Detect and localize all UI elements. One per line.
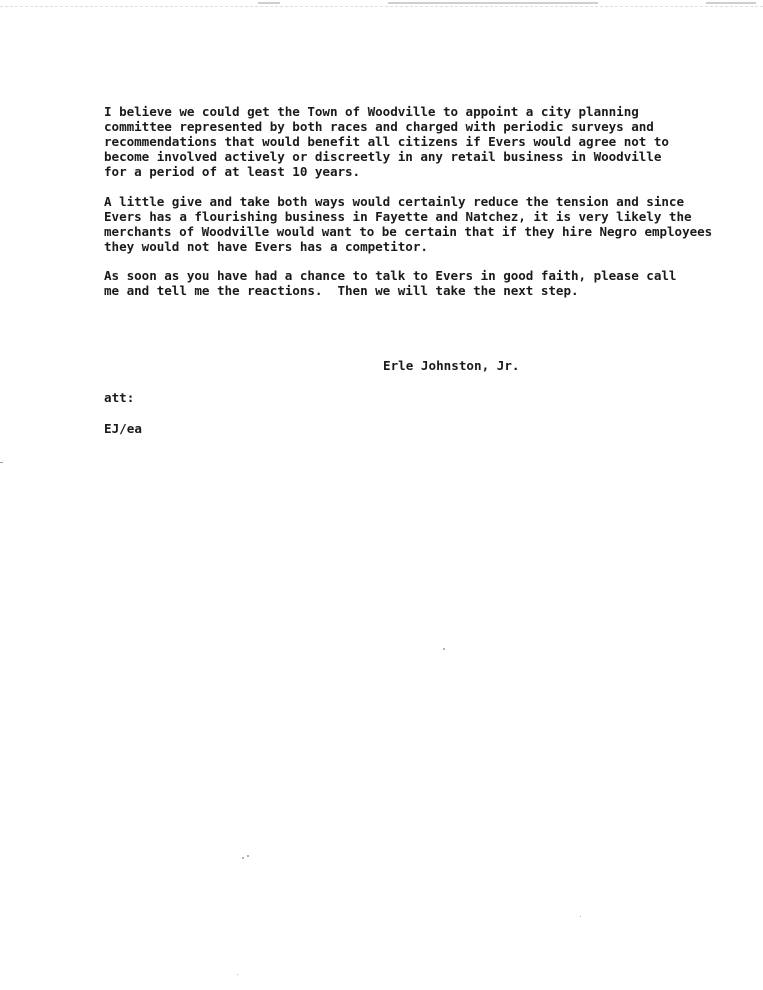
paragraph-1-line-4: become involved actively or discreetly in any retail business in Woodville: [104, 149, 662, 164]
paragraph-2-line-1: A little give and take both ways would certainly reduce the tension and since: [104, 194, 684, 209]
typist-initials: EJ/ea: [104, 421, 142, 436]
scan-artifact: [388, 2, 598, 4]
scan-artifact: [258, 2, 280, 4]
scan-speck: [0, 462, 3, 463]
paragraph-2-line-3: merchants of Woodville would want to be certain that if they hire Negro employees: [104, 224, 713, 239]
paragraph-3-line-1: As soon as you have had a chance to talk to Evers in good faith, please call: [104, 268, 677, 283]
scan-speck: [580, 916, 581, 917]
scan-artifact: [706, 2, 756, 4]
paragraph-1-line-5: for a period of at least 10 years.: [104, 164, 361, 179]
paragraph-3-line-2: me and tell me the reactions. Then we will take the next step.: [104, 283, 579, 298]
paragraph-1-line-2: committee represented by both races and charged with periodic surveys and: [104, 119, 654, 134]
scan-speck: [237, 974, 238, 975]
scan-speck: [247, 855, 249, 857]
paragraph-1-line-1: I believe we could get the Town of Woodville to appoint a city planning: [104, 104, 639, 119]
paragraph-2-line-4: they would not have Evers has a competitor.: [104, 239, 428, 254]
paragraph-1-line-3: recommendations that would benefit all citizens if Evers would agree not to: [104, 134, 669, 149]
scan-speck: [242, 857, 244, 859]
paragraph-2-line-2: Evers has a flourishing business in Fayette and Natchez, it is very likely the: [104, 209, 692, 224]
attachment-label: att:: [104, 390, 135, 405]
signature-name: Erle Johnston, Jr.: [383, 358, 520, 373]
scan-speck: [443, 648, 445, 650]
scan-top-edge: [0, 0, 763, 7]
